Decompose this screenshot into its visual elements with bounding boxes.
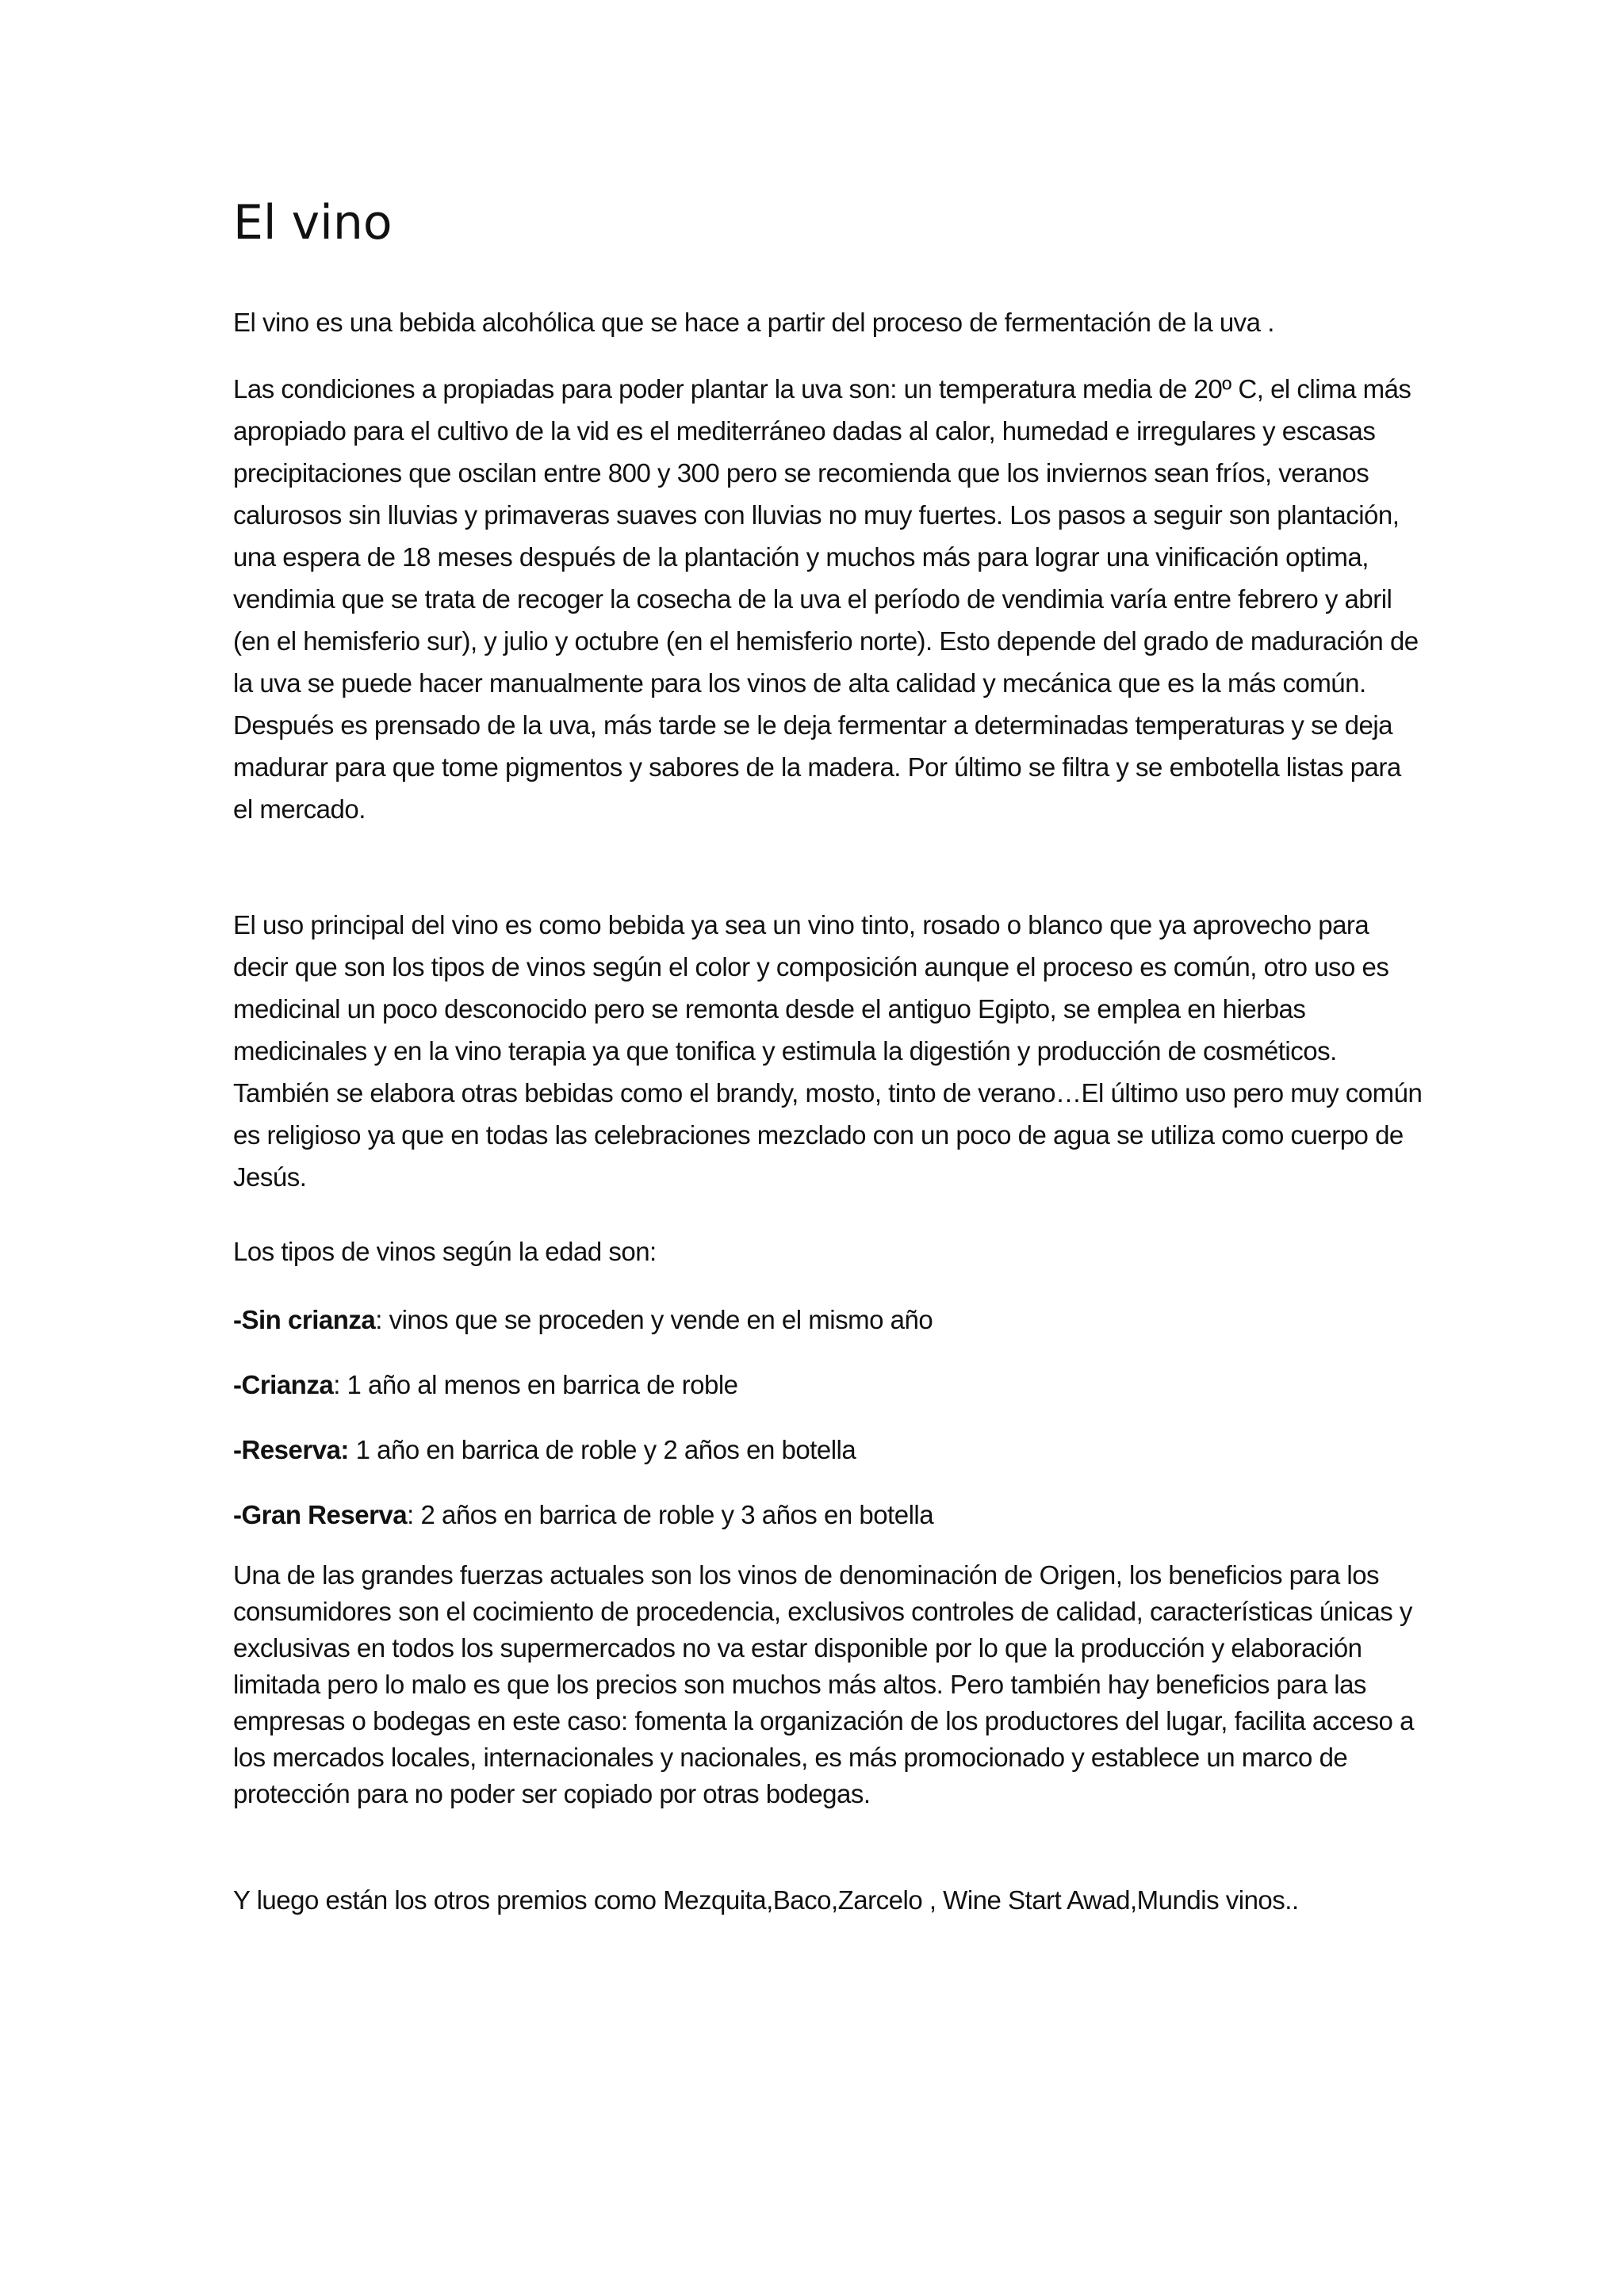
document-title: El vino — [233, 195, 393, 251]
types-heading: Los tipos de vinos según la edad son: — [233, 1237, 657, 1266]
awards-paragraph: Y luego están los otros premios como Mezquita,Baco,Zarcelo , Wine Start Awad,Mundis vinos.. — [233, 1885, 1299, 1915]
type-term: -Gran Reserva — [233, 1500, 408, 1529]
type-desc: : 2 años en barrica de roble y 3 años en botella — [407, 1500, 934, 1529]
type-term: -Sin crianza — [233, 1305, 376, 1334]
type-desc: : vinos que se proceden y vende en el mismo año — [375, 1305, 933, 1334]
uses-paragraph: El uso principal del vino es como bebida ya sea un vino tinto, rosado o blanco que ya aprovecho para decir que son los tipos de vinos según el color y composición aunque el proceso es común, otro uso es medicinal un poco desconocido pero se remonta desde el antiguo Egipto, se emplea en hierbas medicinales y en la vino terapia ya que tonifica y estimula la digestión y producción de cosméticos. También se elabora otras bebidas como el brandy, mosto, tinto de verano…El último uso pero muy común es religioso ya que en todas las celebraciones mezclado con un poco de agua se utiliza como cuerpo de Jesús. — [233, 910, 1423, 1192]
type-item-crianza — [233, 1364, 1423, 1406]
type-item-gran-reserva — [233, 1494, 1423, 1536]
type-desc: 1 año en barrica de roble y 2 años en botella — [348, 1435, 856, 1464]
type-desc: : 1 año al menos en barrica de roble — [333, 1370, 738, 1399]
type-term: -Crianza — [233, 1370, 334, 1399]
type-term: -Reserva: — [233, 1435, 349, 1464]
origin-paragraph: Una de las grandes fuerzas actuales son los vinos de denominación de Origen, los beneficios para los consumidores son el cocimiento de procedencia, exclusivos controles de calidad, características únicas y exclusivas en todos los supermercados no va estar disponible por lo que la producción y elaboración limitada pero lo malo es que los precios son muchos más altos. Pero también hay beneficios para las empresas o bodegas en este caso: fomenta la organización de los productores del lugar, facilita acceso a los mercados locales, internacionales y nacionales, es más promocionado y establece un marco de protección para no poder ser copiado por otras bodegas. — [233, 1560, 1414, 1808]
type-item-reserva — [233, 1429, 1423, 1471]
intro-paragraph: El vino es una bebida alcohólica que se hace a partir del proceso de fermentación de la uva . — [233, 308, 1274, 337]
conditions-paragraph: Las condiciones a propiadas para poder plantar la uva son: un temperatura media de 20º C, el clima más apropiado para el cultivo de la vid es el mediterráneo dadas al calor, humedad e irregulares y escasas precipitaciones que oscilan entre 800 y 300 pero se recomienda que los inviernos sean fríos, veranos calurosos sin lluvias y primaveras suaves con lluvias no muy fuertes. Los pasos a seguir son plantación, una espera de 18 meses después de la plantación y muchos más para lograr una vinificación optima, vendimia que se trata de recoger la cosecha de la uva el período de vendimia varía entre febrero y abril (en el hemisferio sur), y julio y octubre (en el hemisferio norte). Esto depende del grado de maduración de la uva se puede hacer manualmente para los vinos de alta calidad y mecánica que es la más común. Después es prensado de la uva, más tarde se le deja fermentar a determinadas temperaturas y se deja madurar para que tome pigmentos y sabores de la madera. Por último se filtra y se embotella listas para el mercado. — [233, 374, 1419, 824]
type-item-sin-crianza — [233, 1299, 1423, 1341]
